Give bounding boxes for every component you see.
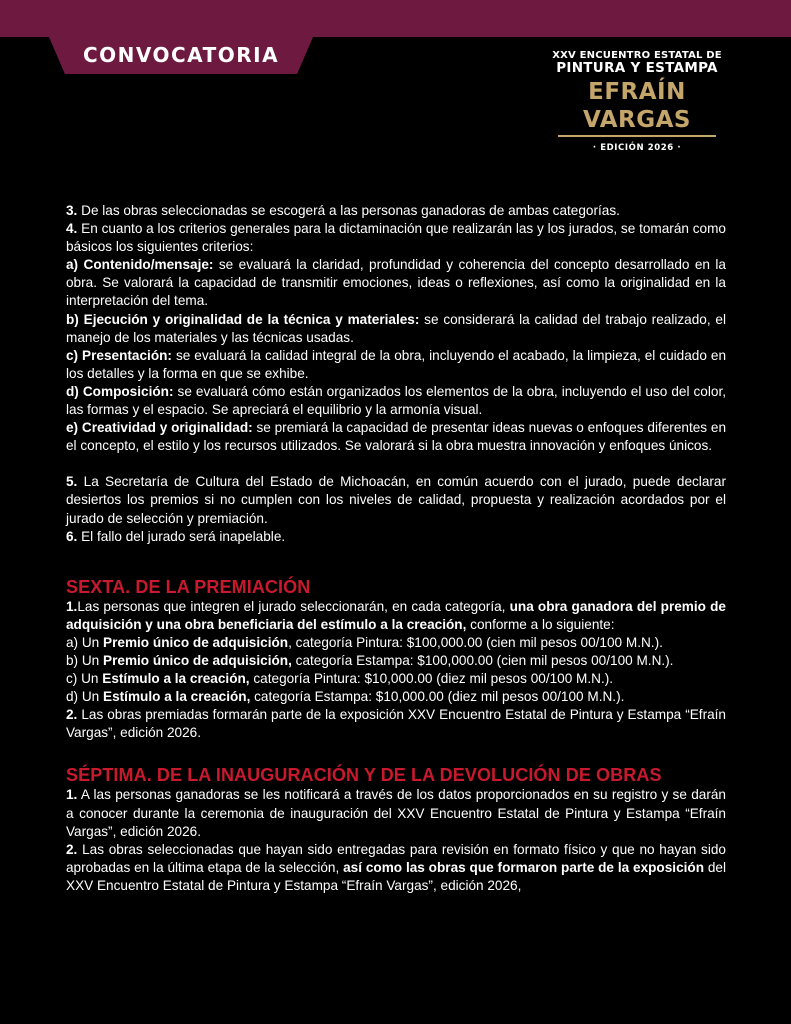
- paragraph-number: 5.: [66, 474, 78, 490]
- paragraph-text: De las obras seleccionadas se escogerá a las personas ganadoras de ambas categorías.: [77, 203, 620, 218]
- prize-prefix: d) Un: [66, 689, 104, 705]
- paragraph-number: 6.: [66, 528, 78, 544]
- paragraph-number: 2.: [66, 841, 78, 857]
- paragraph-number: 1.: [66, 787, 78, 803]
- prize-name: Estímulo a la creación,: [103, 689, 251, 705]
- prize-name: Premio único de adquisición: [103, 634, 289, 650]
- criterion-text: se evaluará la calidad integral de la obra, incluyendo el acabado, la limpieza, el cuidado en los detalles y la forma en que se exhibe.: [66, 347, 727, 381]
- spacer: [66, 546, 726, 576]
- criterion-b: [66, 311, 726, 347]
- paragraph-5: [66, 473, 726, 527]
- criterion-label: b) Ejecución y originalidad de la técnica y materiales:: [66, 311, 420, 327]
- logo-rule: [558, 135, 716, 137]
- criterion-text: se considerará la calidad del trabajo realizado, el manejo de los materiales y las técnicas usadas.: [66, 311, 726, 345]
- prize-text: , categoría Pintura: $100,000.00 (cien mil pesos 00/100 M.N.).: [288, 634, 663, 650]
- prize-b: [66, 652, 726, 670]
- logo-line-1: XXV ENCUENTRO ESTATAL DE: [552, 50, 722, 61]
- paragraph-bold: una obra ganadora del premio de adquisición y una obra beneficiaria del estímulo a la creación,: [66, 598, 726, 632]
- prize-prefix: b) Un: [66, 652, 104, 668]
- prize-c: [66, 670, 726, 688]
- prize-prefix: c) Un: [66, 671, 103, 687]
- paragraph-text: En cuanto a los criterios generales para la dictaminación que realizarán las y los jurados, se tomarán como básicos los siguientes criterios:: [66, 221, 726, 255]
- paragraph-text: Las obras seleccionadas que hayan sido entregadas para revisión en formato físico y que no hayan sido aprobadas en la última etapa de la selección,: [66, 841, 726, 875]
- paragraph-4: [66, 220, 726, 256]
- criterion-text: se evaluará la claridad, profundidad y coherencia del concepto desarrollado en la obra. Se valorará la capacidad de transmitir emociones, ideas o reflexiones, así como la originalidad en la interpretación del tema.: [66, 257, 726, 309]
- logo-line-2: PINTURA Y ESTAMPA: [556, 60, 718, 76]
- criterion-label: c) Presentación:: [66, 347, 172, 363]
- paragraph-3: [66, 202, 726, 220]
- paragraph-text: conforme a lo siguiente:: [466, 616, 615, 632]
- sexta-paragraph-1: [66, 598, 726, 634]
- prize-prefix: a) Un: [66, 634, 104, 650]
- prize-d: [66, 688, 726, 706]
- septima-paragraph-2: [66, 841, 726, 895]
- criterion-e: [66, 419, 726, 455]
- septima-paragraph-1: [66, 786, 726, 840]
- paragraph-text: La Secretaría de Cultura del Estado de Michoacán, en común acuerdo con el jurado, puede declarar desiertos los premios si no cumplen con los niveles de calidad, propuesta y realización acordados por el jurado de selección y premiación.: [66, 474, 726, 526]
- prize-text: categoría Estampa: $10,000.00 (diez mil pesos 00/100 M.N.).: [250, 689, 625, 705]
- convocatoria-label: CONVOCATORIA: [82, 43, 280, 67]
- paragraph-6: [66, 528, 726, 546]
- criterion-d: [66, 383, 726, 419]
- section-title-sexta: SEXTA. DE LA PREMIACIÓN: [66, 576, 311, 597]
- spacer: [66, 742, 726, 764]
- prize-text: categoría Pintura: $10,000.00 (diez mil pesos 00/100 M.N.).: [249, 671, 614, 687]
- criterion-label: e) Creatividad y originalidad:: [66, 420, 253, 436]
- prize-name: Estímulo a la creación,: [102, 671, 250, 687]
- paragraph-number: 2.: [66, 707, 78, 723]
- document-body: [66, 202, 726, 895]
- criterion-label: d) Composición:: [66, 383, 174, 399]
- criterion-c: [66, 347, 726, 383]
- paragraph-text: del XXV Encuentro Estatal de Pintura y Estampa “Efraín Vargas”, edición 2026,: [66, 859, 727, 893]
- paragraph-text: A las personas ganadoras se les notificará a través de los datos proporcionados en su registro y se darán a conocer durante la ceremonia de inauguración del XXV Encuentro Estatal de Pintura y Estampa “Efraín Vargas”, edición 2026.: [66, 787, 726, 839]
- paragraph-number: 3.: [66, 203, 78, 218]
- event-logo: [548, 50, 726, 155]
- criterion-a: [66, 256, 726, 310]
- criterion-text: se evaluará cómo están organizados los elementos de la obra, incluyendo el uso del color, las formas y el espacio. Se apreciará el equilibrio y la armonía visual.: [66, 383, 726, 418]
- prize-text: categoría Estampa: $100,000.00 (cien mil pesos 00/100 M.N.).: [291, 652, 674, 668]
- criterion-text: se premiará la capacidad de presentar ideas nuevas o enfoques diferentes en el concepto, el estilo y los recursos utilizados. Se valorará si la obra muestra innovación y enfoques únicos.: [66, 420, 726, 454]
- paragraph-number: 1.: [66, 598, 78, 614]
- paragraph-text: Las obras premiadas formarán parte de la exposición XXV Encuentro Estatal de Pintura y Estampa “Efraín Vargas”, edición 2026.: [66, 707, 726, 741]
- prize-name: Premio único de adquisición,: [103, 652, 292, 668]
- logo-line-4: · EDICIÓN 2026 ·: [592, 143, 682, 153]
- paragraph-text: Las personas que integren el jurado seleccionarán, en cada categoría,: [77, 598, 510, 614]
- paragraph-number: 4.: [66, 221, 78, 237]
- section-title-septima: SÉPTIMA. DE LA INAUGURACIÓN Y DE LA DEVOLUCIÓN DE OBRAS: [66, 765, 662, 786]
- prize-a: [66, 634, 726, 652]
- spacer: [66, 455, 726, 473]
- paragraph-text: El fallo del jurado será inapelable.: [77, 528, 286, 544]
- paragraph-bold: así como las obras que formaron parte de la exposición: [343, 859, 705, 875]
- criterion-label: a) Contenido/mensaje:: [66, 257, 214, 273]
- logo-line-3: EFRAÍN VARGAS: [583, 79, 691, 133]
- sexta-paragraph-2: [66, 706, 726, 742]
